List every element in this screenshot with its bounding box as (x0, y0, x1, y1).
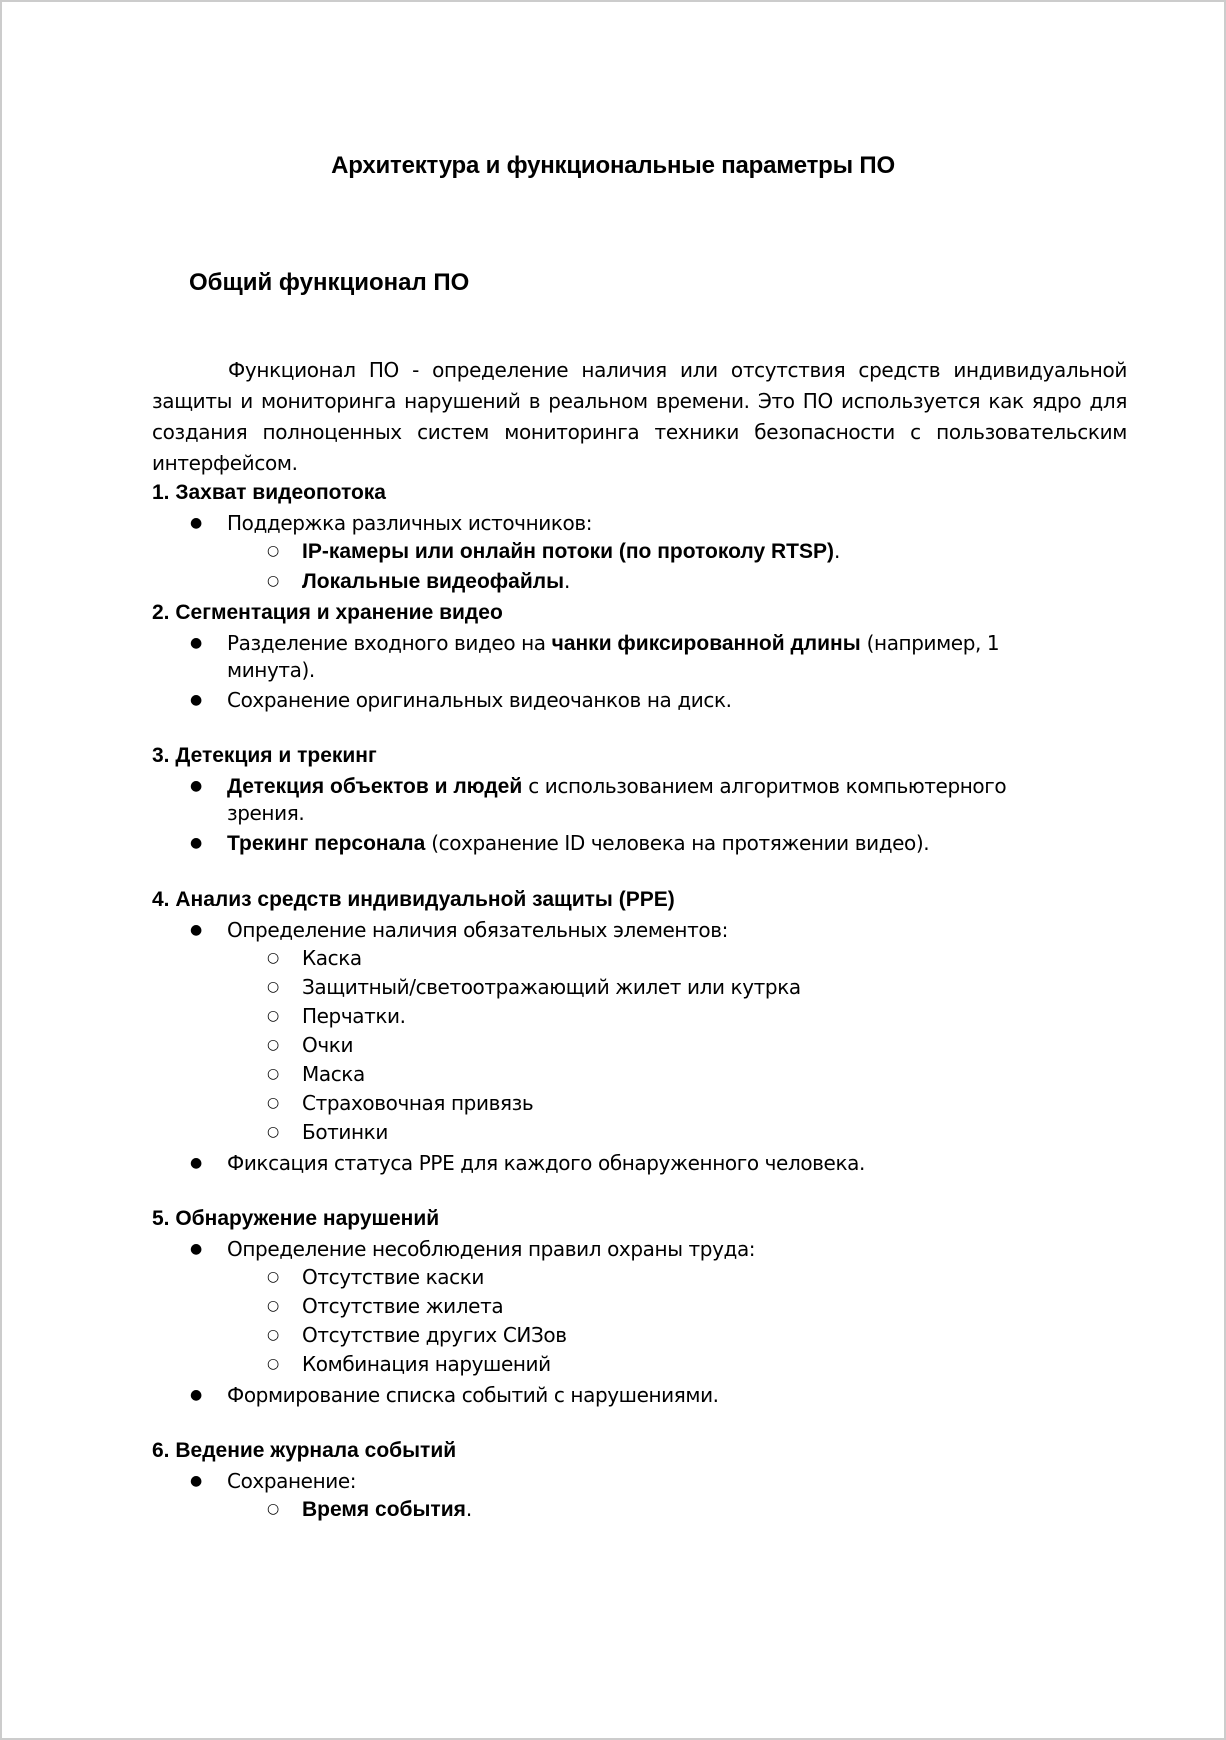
text-suffix: с использованием алгоритмов компьютерного зрения. (227, 774, 1007, 825)
list-item-text: Формирование списка событий с нарушениями. (227, 1383, 719, 1407)
sub-list-item (227, 972, 1112, 1001)
filled-bullet-icon: ● (190, 692, 202, 708)
hollow-bullet-icon: ○ (267, 979, 279, 995)
intro-paragraph: Функционал ПО - определение наличия или отсутствия средств индивидуальной защиты и мониторинга нарушений в реальном времени. Это ПО используется как ядро для создания полноценных систем мониторинга техники безопасности с пользовательским интерфейсом. (152, 358, 1127, 475)
text-suffix: . (465, 1497, 472, 1521)
list-item (152, 1234, 1112, 1380)
hollow-bullet-icon: ○ (267, 1327, 279, 1343)
hollow-bullet-icon: ○ (267, 1037, 279, 1053)
sub-list (227, 1494, 1112, 1524)
filled-bullet-icon: ● (190, 635, 202, 651)
item-5-bullets (152, 1234, 1112, 1410)
item-heading-1: 1. Захват видеопотока (152, 481, 386, 504)
sub-list-item-text: Каска (302, 946, 362, 970)
hollow-bullet-icon: ○ (267, 1501, 279, 1517)
list-item-text: Сохранение оригинальных видеочанков на диск. (227, 688, 732, 712)
hollow-bullet-icon: ○ (267, 1008, 279, 1024)
text-suffix: (например, 1 минута). (227, 631, 1000, 682)
filled-bullet-icon: ● (190, 515, 202, 531)
sub-list-item-text: Отсутствие других СИЗов (302, 1323, 567, 1347)
sub-list (227, 536, 1112, 596)
sub-list-item (227, 1291, 1112, 1320)
filled-bullet-icon: ● (190, 1241, 202, 1257)
item-heading-3: 3. Детекция и трекинг (152, 744, 377, 767)
hollow-bullet-icon: ○ (267, 573, 279, 589)
sub-list-item (227, 1117, 1112, 1146)
sub-list-item (227, 1320, 1112, 1349)
filled-bullet-icon: ● (190, 778, 202, 794)
hollow-bullet-icon: ○ (267, 1124, 279, 1140)
bold-text: чанки фиксированной длины (551, 632, 861, 655)
sub-list-item-text: Перчатки. (302, 1004, 406, 1028)
list-item (152, 628, 1112, 685)
item-heading-4: 4. Анализ средств индивидуальной защиты (PPE) (152, 888, 675, 911)
sub-list-item-text: Очки (302, 1033, 354, 1057)
list-item-text: Определение несоблюдения правил охраны труда: (227, 1237, 756, 1261)
sub-list-item (227, 566, 1112, 596)
item-3-bullets (152, 771, 1112, 859)
item-heading-6: 6. Ведение журнала событий (152, 1439, 457, 1462)
sub-list-item (227, 943, 1112, 972)
sub-list-item (227, 1059, 1112, 1088)
sub-list-item-text: Маска (302, 1062, 365, 1086)
list-item-text: Сохранение: (227, 1469, 357, 1493)
hollow-bullet-icon: ○ (267, 1066, 279, 1082)
list-item (152, 1380, 1112, 1410)
item-heading-2: 2. Сегментация и хранение видео (152, 601, 503, 624)
list-item (152, 915, 1112, 1148)
list-item (152, 685, 1112, 715)
list-item (152, 1148, 1112, 1178)
sub-list (227, 943, 1112, 1146)
text-suffix: . (564, 569, 570, 593)
document-title: Архитектура и функциональные параметры ПО (331, 152, 895, 179)
bold-text: IP-камеры или онлайн потоки (по протоколу RTSP) (302, 540, 834, 563)
bold-text: Локальные видеофайлы (302, 570, 565, 593)
sub-list-item (227, 1262, 1112, 1291)
hollow-bullet-icon: ○ (267, 1298, 279, 1314)
bold-text: Детекция объектов и людей (227, 775, 523, 798)
item-6-bullets (152, 1466, 1112, 1526)
sub-list-item (227, 536, 1112, 566)
sub-list-item (227, 1088, 1112, 1117)
sub-list-item-text: Комбинация нарушений (302, 1352, 551, 1376)
list-item-text: Определение наличия обязательных элементов: (227, 918, 728, 942)
list-item (152, 1466, 1112, 1526)
section-heading: Общий функционал ПО (189, 269, 470, 296)
sub-list-item (227, 1030, 1112, 1059)
text-suffix: . (833, 539, 840, 563)
list-item (152, 828, 1112, 859)
list-item (152, 771, 1112, 828)
sub-list-item-text: Ботинки (302, 1120, 388, 1144)
numbered-sections (152, 478, 1112, 1526)
item-heading-5: 5. Обнаружение нарушений (152, 1207, 440, 1230)
filled-bullet-icon: ● (190, 1473, 202, 1489)
hollow-bullet-icon: ○ (267, 543, 279, 559)
text-suffix: (сохранение ID человека на протяжении видео). (425, 831, 930, 855)
bold-text: Время события (302, 1498, 466, 1521)
sub-list-item-text: Защитный/светоотражающий жилет или кутрка (302, 975, 801, 999)
filled-bullet-icon: ● (190, 835, 202, 851)
bold-text: Трекинг персонала (227, 832, 426, 855)
hollow-bullet-icon: ○ (267, 1095, 279, 1111)
list-item (152, 508, 1112, 598)
item-2-bullets (152, 628, 1112, 715)
sub-list-item (227, 1001, 1112, 1030)
list-item-text: Фиксация статуса PPE для каждого обнаруженного человека. (227, 1151, 865, 1175)
filled-bullet-icon: ● (190, 1387, 202, 1403)
sub-list (227, 1262, 1112, 1378)
filled-bullet-icon: ● (190, 922, 202, 938)
filled-bullet-icon: ● (190, 1155, 202, 1171)
sub-list-item-text: Отсутствие жилета (302, 1294, 504, 1318)
item-4-bullets (152, 915, 1112, 1178)
sub-list-item-text: Страховочная привязь (302, 1091, 534, 1115)
sub-list-item (227, 1349, 1112, 1378)
list-item-text: Поддержка различных источников: (227, 511, 593, 535)
text-prefix: Разделение входного видео на (227, 631, 552, 655)
hollow-bullet-icon: ○ (267, 950, 279, 966)
sub-list-item (227, 1494, 1112, 1524)
item-1-bullets (152, 508, 1112, 598)
sub-list-item-text: Отсутствие каски (302, 1265, 484, 1289)
hollow-bullet-icon: ○ (267, 1356, 279, 1372)
hollow-bullet-icon: ○ (267, 1269, 279, 1285)
